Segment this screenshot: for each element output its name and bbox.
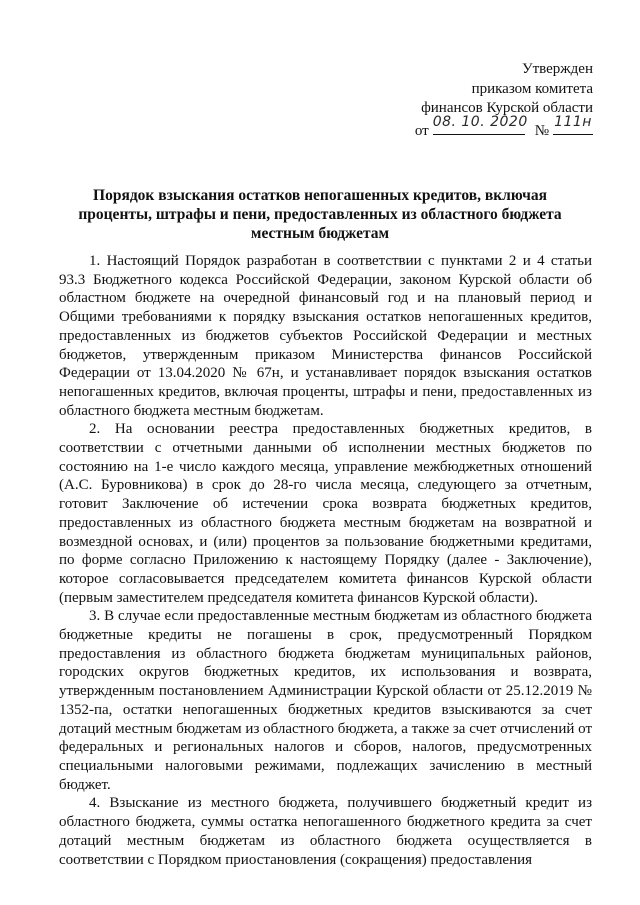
title-line-3: местным бюджетам	[250, 225, 390, 242]
title-line-1: Порядок взыскания остатков непогашенных кредитов, включая	[93, 187, 547, 204]
handwritten-date: 08. 10. 2020	[432, 114, 528, 130]
date-field	[432, 114, 528, 135]
number-field	[553, 114, 593, 135]
approval-date-number-row	[414, 114, 593, 142]
title-line-2: проценты, штрафы и пени, предоставленных из областного бюджета	[78, 206, 562, 223]
paragraph-2: 2. На основании реестра предоставленных бюджетных кредитов, в соответствии с отчетными данными об исполнении местных бюджетов по состоянию на 1-е число каждого месяца, управление межбюджетных отношений (А.С. Буровникова) в срок до 28-го числа месяца, следующего за отчетным, готовит Заключение об истечении срока возврата бюджетных кредитов, предоставленных из областного бюджета местным бюджетам на возвратной и возмездной основах, и (или) процентов за пользование бюджетными кредитами, по форме согласно Приложению к настоящему Порядку (далее - Заключение), которое согласовывается председателем комитета финансов Курской области (первым заместителем председателя комитета финансов Курской области).	[59, 421, 592, 606]
document-body	[59, 252, 592, 869]
document-title	[60, 186, 580, 243]
approval-stamp-block	[415, 60, 593, 141]
date-prefix: от	[414, 122, 429, 139]
paragraph-1: 1. Настоящий Порядок разработан в соответствии с пунктами 2 и 4 статьи 93.3 Бюджетного кодекса Российской Федерации, законом Курской области об областном бюджете на очередной финансовый год и на плановый период и Общими требованиями к порядку взыскания остатков непогашенных кредитов, предоставленных из бюджетов субъектов Российской Федерации и местных бюджетов, утвержденным приказом Министерства финансов Российской Федерации от 13.04.2020 № 67н, и устанавливает порядок взыскания остатков непогашенных кредитов, включая проценты, штрафы и пени, предоставленных из областного бюджета местным бюджетам.	[59, 253, 592, 419]
handwritten-number: 111н	[554, 114, 592, 130]
number-prefix: №	[534, 122, 549, 139]
paragraph-3: 3. В случае если предоставленные местным бюджетам из областного бюджета бюджетные кредиты не погашены в срок, предусмотренный Порядком предоставления из областного бюджета бюджетам муниципальных районов, городских округов бюджетных кредитов, их использования и возврата, утвержденным постановлением Администрации Курской области от 25.12.2019 № 1352-па, остатки непогашенных бюджетных кредитов взыскиваются за счет дотаций местным бюджетам из областного бюджета, а также за счет отчислений от федеральных и региональных налогов и сборов, налогов, предусмотренных специальными налоговыми режимами, подлежащих зачислению в местный бюджет.	[59, 608, 592, 793]
approval-line-approved: Утвержден	[521, 61, 593, 77]
approval-line-committee: финансов Курской области	[421, 100, 593, 116]
paragraph-4: 4. Взыскание из местного бюджета, получившего бюджетный кредит из областного бюджета, суммы остатка непогашенного бюджетного кредита за счет дотаций местным бюджетам из областного бюджета осуществляется в соответствии с Порядком приостановления (сокращения) предоставления	[59, 795, 592, 868]
approval-line-order: приказом комитета	[471, 80, 593, 97]
